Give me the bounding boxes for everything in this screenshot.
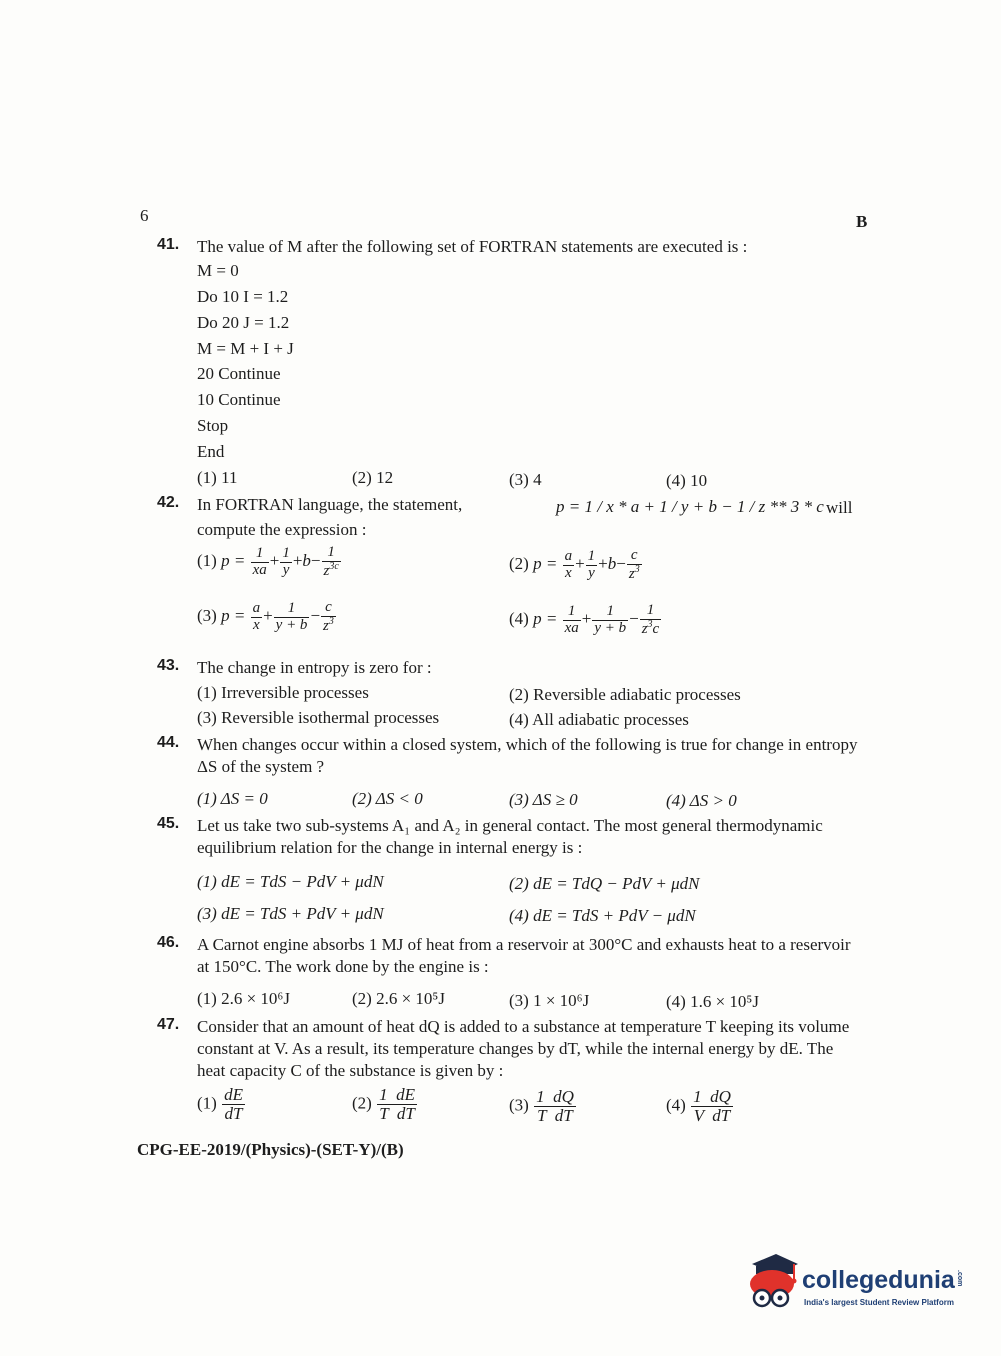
question-number: 41. <box>157 236 180 253</box>
option-2 <box>352 1086 418 1123</box>
math-b: b <box>302 551 311 571</box>
option-1: (1) 2.6 × 10⁶J <box>197 989 290 1008</box>
question-number: 44. <box>157 734 180 751</box>
fraction <box>563 604 581 637</box>
z-exponent: 3c <box>329 560 339 572</box>
option-3: (3) 4 <box>509 470 542 489</box>
c-factor: c <box>652 620 660 637</box>
option-3 <box>509 1088 577 1125</box>
numerator: 1 <box>274 601 310 618</box>
question-number: 43. <box>157 657 180 674</box>
denominator: xa <box>252 561 267 578</box>
code-line: Do 20 J = 1.2 <box>197 313 290 332</box>
option-3: (3) dE = TdS + PdV + μdN <box>197 904 384 923</box>
fraction <box>251 546 269 579</box>
numerator: 1 <box>282 545 290 561</box>
math-p: p = <box>533 609 558 629</box>
option-3: (3) ΔS ≥ 0 <box>509 790 578 809</box>
exam-code-footer: CPG-EE-2019/(Physics)-(SET-Y)/(B) <box>137 1140 404 1159</box>
brand-suffix: .com <box>956 1270 963 1287</box>
question-text: In FORTRAN language, the statement, <box>197 495 463 514</box>
option-1: (1) dE = TdS − PdV + μdN <box>197 872 384 891</box>
option-1: (1) p = $\frac{1}{xa}$ + $\frac{1}{y}$ +b− $\frac{1}{z^{3c}}$ <box>197 544 339 579</box>
fraction <box>627 548 642 583</box>
denominator <box>321 617 336 635</box>
option-2: (2) 2.6 × 10⁵J <box>352 989 445 1008</box>
fraction <box>222 1086 245 1123</box>
question-number: 47. <box>157 1016 180 1033</box>
option-4: (4) p = $\frac{1}{xa}$ + $\frac{1}{y + b}$ − $\frac{1}{z^3c}$ <box>509 602 660 637</box>
option-label: (1) <box>197 1093 217 1113</box>
brand-name: collegedunia <box>802 1266 955 1294</box>
numerator: a <box>564 548 573 564</box>
option-3: (3) p = $\frac{a}{x}$ + $\frac{1}{y + b}$ − $\frac{c}{z^3}$ <box>197 599 334 634</box>
question-text: When changes occur within a closed system, which of the following is true for change in entropy ΔS of the system ? <box>197 735 858 776</box>
option-3: (3) Reversible isothermal processes <box>197 708 440 727</box>
denominator: T dT <box>537 1105 573 1125</box>
denominator: V dT <box>693 1105 731 1125</box>
numerator: c <box>627 548 642 565</box>
page-number: 6 <box>140 206 149 225</box>
code-line: 20 Continue <box>197 364 281 383</box>
math-p: p = <box>221 551 246 571</box>
question-number: 42. <box>157 494 180 511</box>
numerator: a <box>252 600 261 616</box>
fraction <box>586 549 598 582</box>
question-text: Let us take two sub-systems A₁ and A₂ in general contact. The most general thermodynamic equilibrium relation for the change in internal energy is : <box>197 816 823 857</box>
option-1 <box>197 1086 246 1123</box>
fraction <box>691 1088 733 1125</box>
code-line: Do 10 I = 1.2 <box>197 287 289 306</box>
z-base: z <box>323 617 329 634</box>
code-line: 10 Continue <box>197 390 281 409</box>
code-line: End <box>197 442 225 461</box>
fortran-statement: p = 1 / x * a + 1 / y + b − 1 / z ** 3 * c <box>556 497 824 516</box>
math-p: p = <box>221 606 246 626</box>
numerator: 1 <box>640 603 662 620</box>
denominator <box>322 562 341 580</box>
option-2: (2) ΔS < 0 <box>352 789 423 808</box>
fraction <box>251 601 263 634</box>
option-label: (2) <box>352 1093 372 1113</box>
denominator: y <box>282 561 290 578</box>
option-label: (1) <box>197 551 217 571</box>
set-letter: B <box>856 212 868 231</box>
code-line: Stop <box>197 416 229 435</box>
denominator: y + b <box>275 616 308 633</box>
numerator: dE <box>224 1085 243 1104</box>
fraction <box>274 601 310 634</box>
option-1: (1) 11 <box>197 468 238 487</box>
question-text: compute the expression : <box>197 520 367 539</box>
option-label: (2) <box>509 554 529 574</box>
numerator: 1 <box>322 545 341 562</box>
numerator: 1 dQ <box>536 1087 574 1106</box>
z-base: z <box>323 562 330 579</box>
numerator: 1 dQ <box>693 1087 731 1106</box>
option-2: (2) 12 <box>352 468 394 487</box>
option-2: (2) dE = TdQ − PdV + μdN <box>509 874 700 893</box>
option-label: (4) <box>666 1095 686 1115</box>
option-4: (4) dE = TdS + PdV − μdN <box>509 906 696 925</box>
question-text: Consider that an amount of heat dQ is added to a substance at temperature T keeping its volume constant at V. As a result, its temperature changes by dT, while the internal energy by dE. The heat capacity C of the substance is given by : <box>197 1017 850 1080</box>
z-exponent: 3 <box>634 563 640 575</box>
denominator: y + b <box>594 619 627 636</box>
denominator: y <box>588 564 595 581</box>
numerator: 1 <box>592 604 628 621</box>
fraction <box>322 545 341 580</box>
numerator: c <box>321 600 336 617</box>
option-2: (2) Reversible adiabatic processes <box>509 685 741 704</box>
z-base: z <box>641 620 648 637</box>
denominator: x <box>252 616 260 633</box>
option-1: (1) ΔS = 0 <box>197 789 268 808</box>
option-label: (4) <box>509 609 529 629</box>
option-4: (4) 1.6 × 10⁵J <box>666 992 759 1011</box>
option-2: (2) p = $\frac{a}{x}$ + $\frac{1}{y}$ +b− $\frac{c}{z^3}$ <box>509 547 640 582</box>
fraction <box>321 600 336 635</box>
denominator: dT <box>224 1103 243 1123</box>
math-p: p = <box>533 554 558 574</box>
fraction <box>563 549 575 582</box>
option-4 <box>666 1088 734 1125</box>
fraction <box>534 1088 576 1125</box>
denominator <box>640 620 662 638</box>
numerator: 1 <box>251 546 269 563</box>
collegedunia-logo <box>742 1250 972 1318</box>
code-line: M = M + I + J <box>197 339 294 358</box>
option-4: (4) 10 <box>666 471 708 490</box>
code-line: M = 0 <box>197 261 239 280</box>
fraction <box>592 604 628 637</box>
numerator: 1 <box>563 604 581 621</box>
question-text: will <box>826 498 853 517</box>
option-label: (3) <box>197 606 217 626</box>
numerator: 1 <box>587 548 596 564</box>
denominator: xa <box>564 619 579 636</box>
question-text: A Carnot engine absorbs 1 MJ of heat from a reservoir at 300°C and exhausts heat to a reservoir at 150°C. The work done by the engine is : <box>197 935 851 976</box>
question-number: 46. <box>157 934 180 951</box>
question-number: 45. <box>157 815 180 832</box>
question-text: The value of M after the following set of FORTRAN statements are executed is : <box>197 237 748 256</box>
denominator: T dT <box>379 1103 415 1123</box>
denominator <box>627 565 642 583</box>
mascot-icon <box>742 1250 802 1312</box>
option-label: (3) <box>509 1095 529 1115</box>
math-b: b <box>607 554 617 574</box>
brand-tagline: India's largest Student Review Platform <box>804 1298 954 1307</box>
fraction <box>640 603 662 638</box>
option-4: (4) ΔS > 0 <box>666 791 737 810</box>
fraction <box>377 1086 417 1123</box>
question-text: The change in entropy is zero for : <box>197 658 432 677</box>
option-3: (3) 1 × 10⁶J <box>509 991 590 1010</box>
z-base: z <box>628 565 635 582</box>
option-1: (1) Irreversible processes <box>197 683 369 702</box>
z-exponent: 3 <box>647 618 653 630</box>
numerator: 1 dE <box>379 1085 415 1104</box>
denominator: x <box>564 564 572 581</box>
z-exponent: 3 <box>328 615 334 627</box>
option-4: (4) All adiabatic processes <box>509 710 689 729</box>
fraction <box>280 546 292 579</box>
